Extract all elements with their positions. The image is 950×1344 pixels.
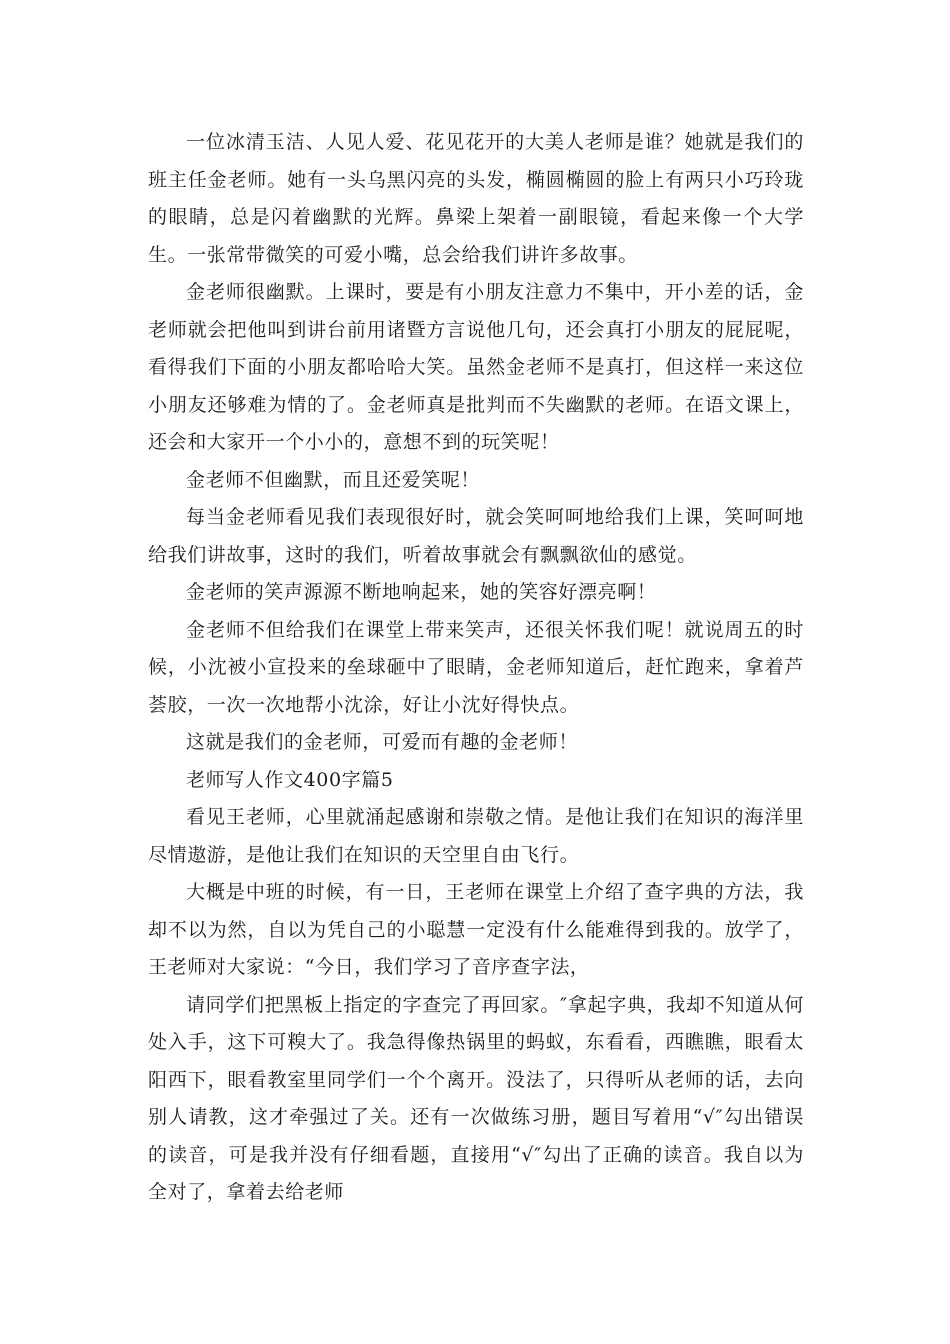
paragraph: 金老师不但幽默，而且还爱笑呢！ bbox=[186, 468, 481, 491]
paragraph: 金老师不但给我们在课堂上带来笑声，还很关怀我们呢！就说周五的时候，小沈被小宣投来的垒球砸中了眼睛，金老师知道后，赶忙跑来，拿着芦荟胶，一次一次地帮小沈涂，好让小沈好得快点。 bbox=[148, 618, 804, 716]
section-heading: 老师写人作文400字篇5 bbox=[186, 768, 394, 791]
paragraph: 请同学们把黑板上指定的字查完了再回家。″拿起字典，我却不知道从何处入手，这下可糗大了。我急得像热锅里的蚂蚁，东看看，西瞧瞧，眼看太阳西下，眼看教室里同学们一个个离开。没法了，只得听从老师的话，去向别人请教，这才牵强过了关。还有一次做练习册，题目写着用“√″勾出错误的读音，可是我并没有仔细看题，直接用“√″勾出了正确的读音。我自以为全对了，拿着去给老师 bbox=[148, 993, 804, 1203]
article-body bbox=[148, 124, 804, 1212]
paragraph: 看见王老师，心里就涌起感谢和崇敬之情。是他让我们在知识的海洋里尽情遨游，是他让我们在知识的天空里自由飞行。 bbox=[148, 806, 804, 866]
paragraph: 金老师很幽默。上课时，要是有小朋友注意力不集中，开小差的话，金老师就会把他叫到讲台前用诸暨方言说他几句，还会真打小朋友的屁屁呢，看得我们下面的小朋友都哈哈大笑。虽然金老师不是真打，但这样一来这位小朋友还够难为情的了。金老师真是批判而不失幽默的老师。在语文课上，还会和大家开一个小小的，意想不到的玩笑呢！ bbox=[148, 281, 804, 453]
paragraph: 大概是中班的时候，有一日，王老师在课堂上介绍了查字典的方法，我却不以为然，自以为凭自己的小聪慧一定没有什么能难得到我的。放学了，王老师对大家说：“今日，我们学习了音序查字法， bbox=[148, 881, 804, 978]
paragraph: 这就是我们的金老师，可爱而有趣的金老师！ bbox=[186, 731, 579, 753]
paragraph: 金老师的笑声源源不断地响起来，她的笑容好漂亮啊！ bbox=[186, 581, 657, 603]
paragraph: 一位冰清玉洁、人见人爱、花见花开的大美人老师是谁？她就是我们的班主任金老师。她有一头乌黑闪亮的头发，椭圆椭圆的脸上有两只小巧玲珑的眼睛，总是闪着幽默的光辉。鼻梁上架着一副眼镜，看起来像一个大学生。一张常带微笑的可爱小嘴，总会给我们讲许多故事。 bbox=[148, 131, 804, 266]
paragraph: 每当金老师看见我们表现很好时，就会笑呵呵地给我们上课，笑呵呵地给我们讲故事，这时的我们，听着故事就会有飘飘欲仙的感觉。 bbox=[148, 506, 804, 566]
